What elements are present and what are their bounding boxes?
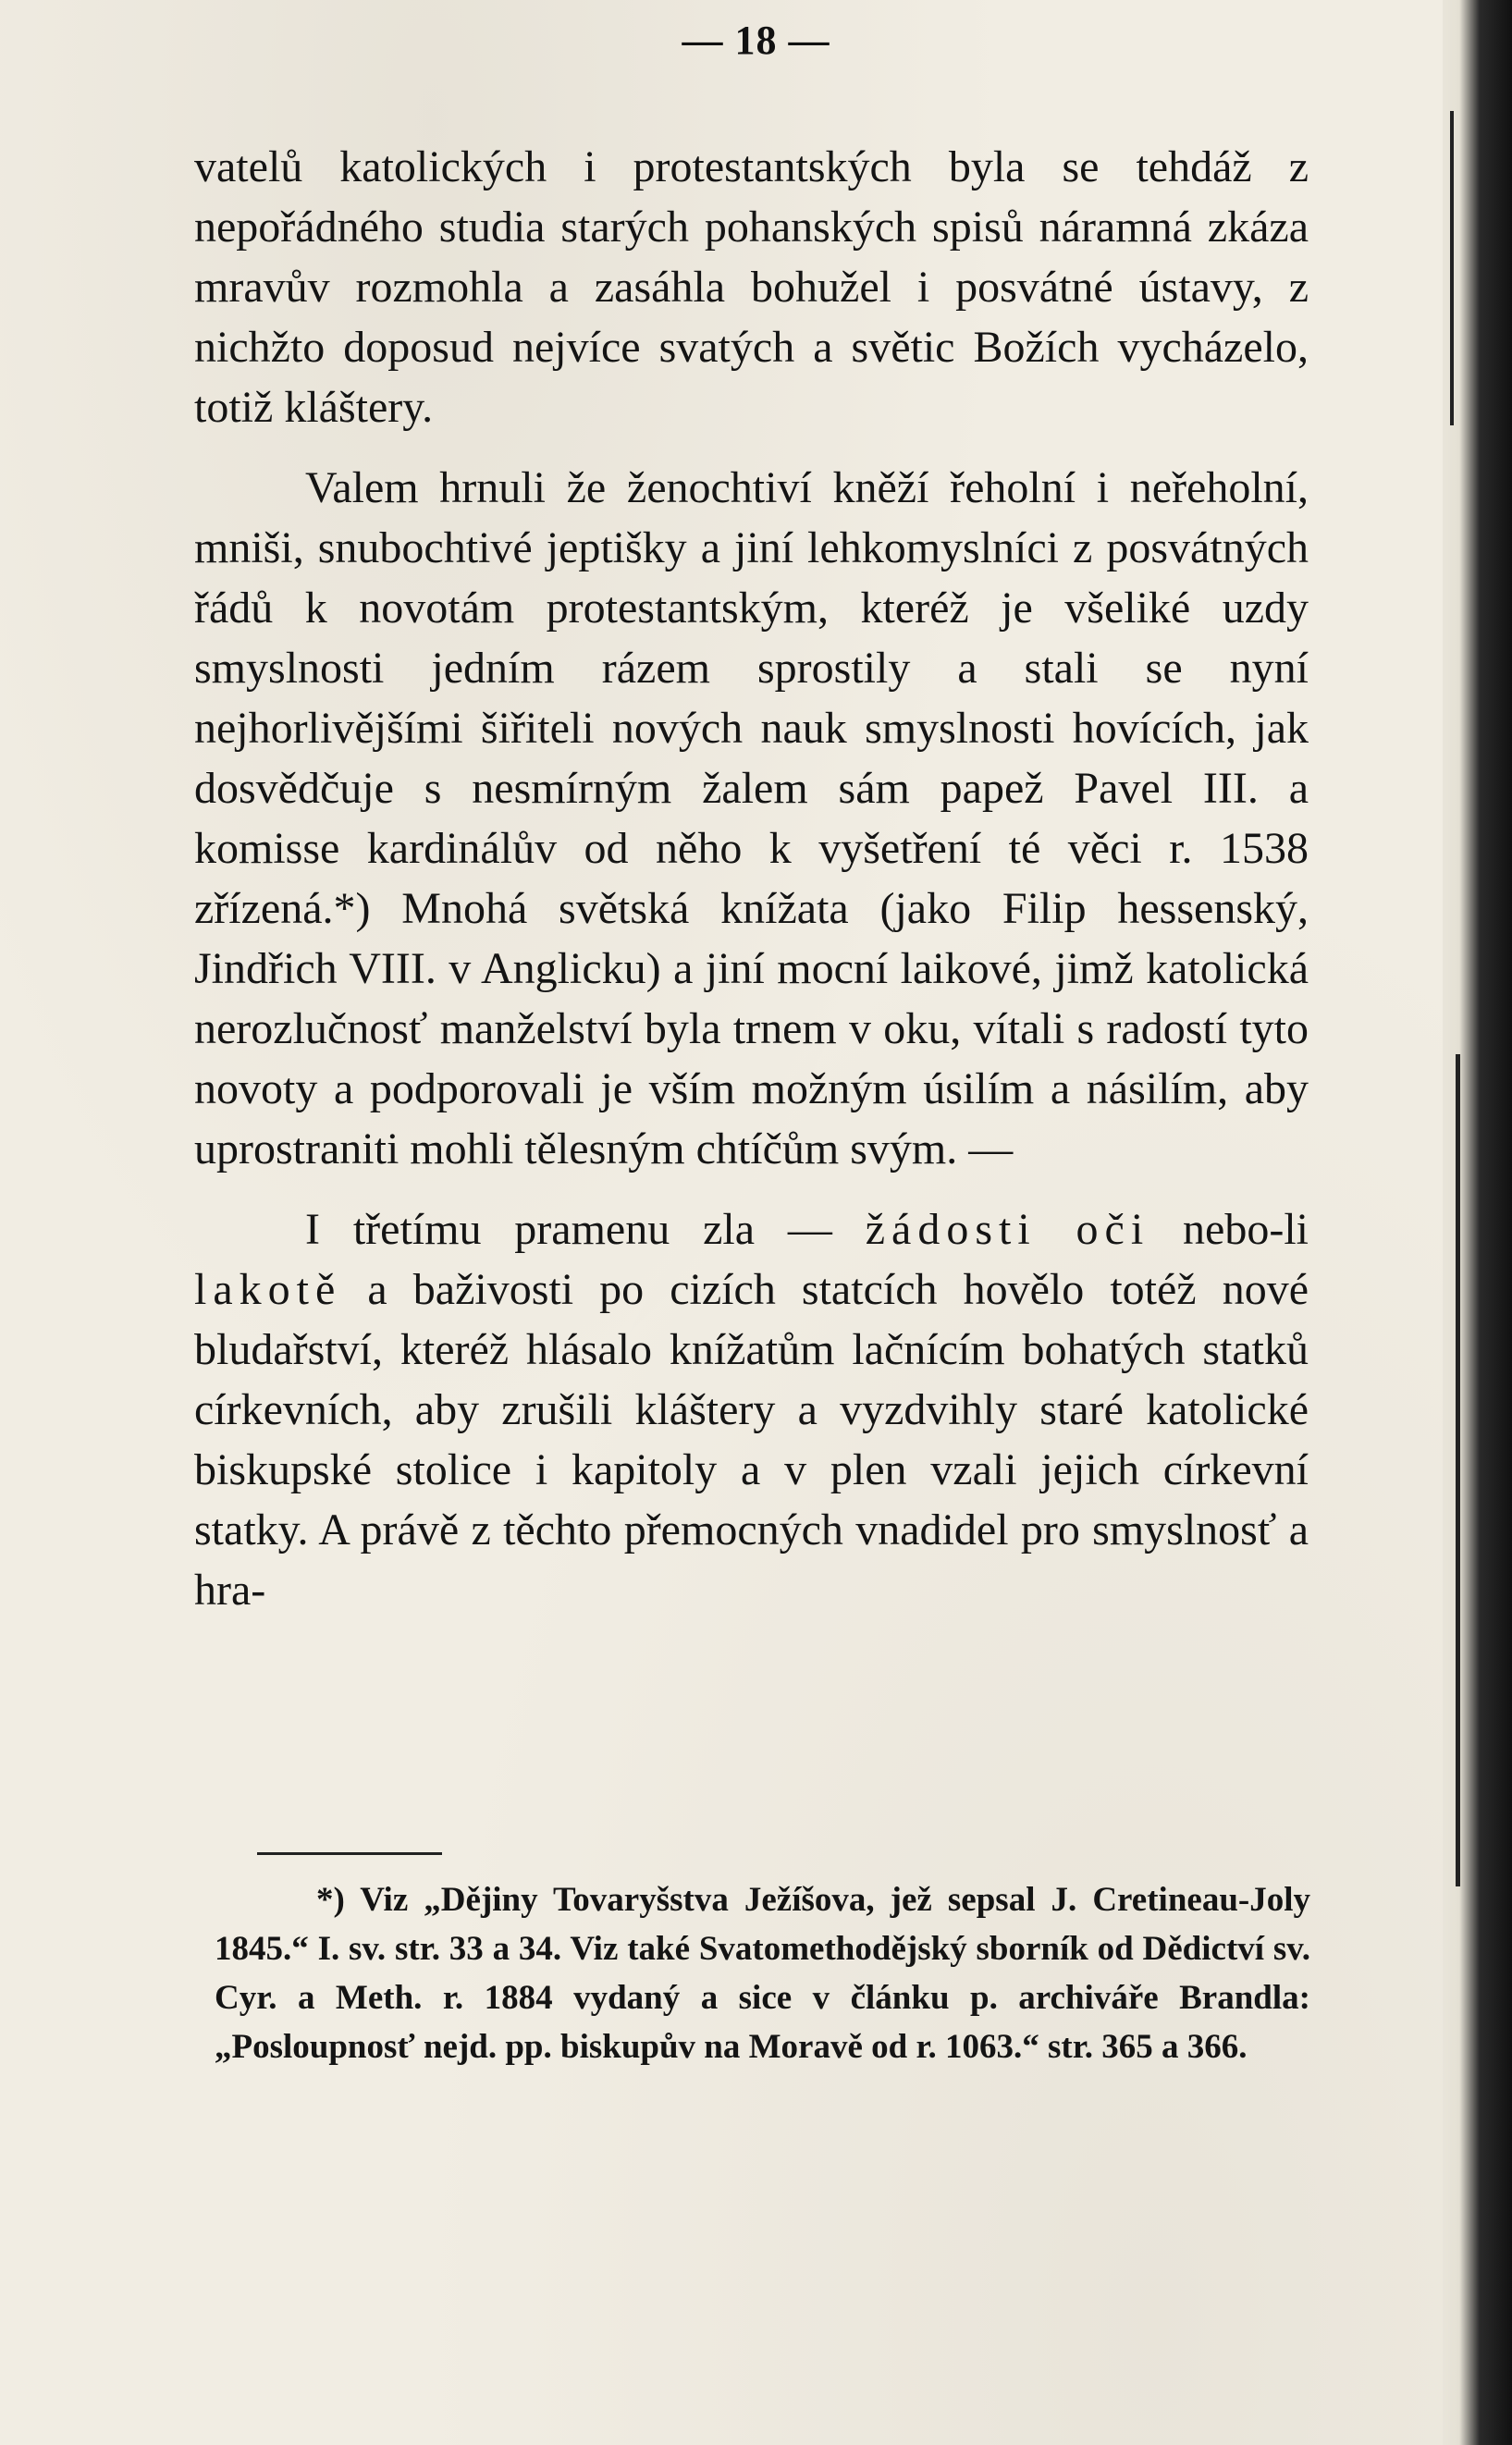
- edge-mark: [1450, 111, 1454, 425]
- body-text: [194, 137, 1309, 1620]
- paragraph-3-part3: a baživosti po cizích statcích hovělo totéž nové bludařství, kteréž hlásalo knížatům lačnícím bohatých statků církevních, aby zrušili kláštery a vyzdvihly staré katolické biskupské stolice i kapitoly a v plen vzali jejich církevní statky. A právě z těchto přemocných vnadidel pro smyslnosť a hra-: [194, 1265, 1309, 1615]
- footnotes: [215, 1875, 1310, 2071]
- paragraph-3: [194, 1199, 1309, 1620]
- footnote-1: *) Viz „Dějiny Tovaryšstva Ježíšova, jež sepsal J. Cretineau-Joly 1845.“ I. sv. str. 33 a 34. Viz také Svatomethodějský sborník od Dědictví sv. Cyr. a Meth. r. 1884 vydaný a sice v článku p. archiváře Brandla: „Posloupnosť nejd. pp. biskupův na Moravě od r. 1063.“ str. 365 a 366.: [215, 1881, 1310, 2066]
- spaced-word-greed: lakotě: [194, 1265, 342, 1314]
- paragraph-2: Valem hrnuli že ženochtiví kněží řeholní i neřeholní, mniši, snubochtivé jeptišky a jiní lehkomyslníci z posvátných řádů k novotám protestantským, kteréž je všeliké uzdy smyslnosti jedním rázem sprostily a stali se nyní nejhorlivějšími šiřiteli nových nauk smyslnosti hovících, jak dosvědčuje s nesmírným žalem sám papež Pavel III. a komisse kardinálův od něho k vyšetření té věci r. 1538 zřízená.*) Mnohá světská knížata (jako Filip hessenský, Jindřich VIII. v Anglicku) a jiní mocní laikové, jimž katolická nerozlučnosť manželství byla trnem v oku, vítali s radostí tyto novoty a podporovali je vším možným úsilím a násilím, aby uprostraniti mohli tělesným chtíčům svým. —: [194, 463, 1309, 1173]
- paragraph-3-part2: nebo-li: [1149, 1205, 1309, 1254]
- page-edge: [1443, 0, 1512, 2445]
- paragraph-3-part1: I třetímu pramenu zla —: [305, 1205, 866, 1254]
- paragraph-1: vatelů katolických i protestantských byla se tehdáž z nepořádného studia starých pohanských spisů náramná zkáza mravův rozmohla a zasáhla bohužel i posvátné ústavy, z nichžto doposud nejvíce svatých a světic Božích vycházelo, totiž kláštery.: [194, 142, 1309, 432]
- edge-mark: [1456, 1054, 1460, 1886]
- footnote-divider: [257, 1852, 442, 1855]
- spaced-phrase-eyes: žádosti oči: [865, 1205, 1150, 1254]
- page-number: — 18 —: [682, 18, 830, 63]
